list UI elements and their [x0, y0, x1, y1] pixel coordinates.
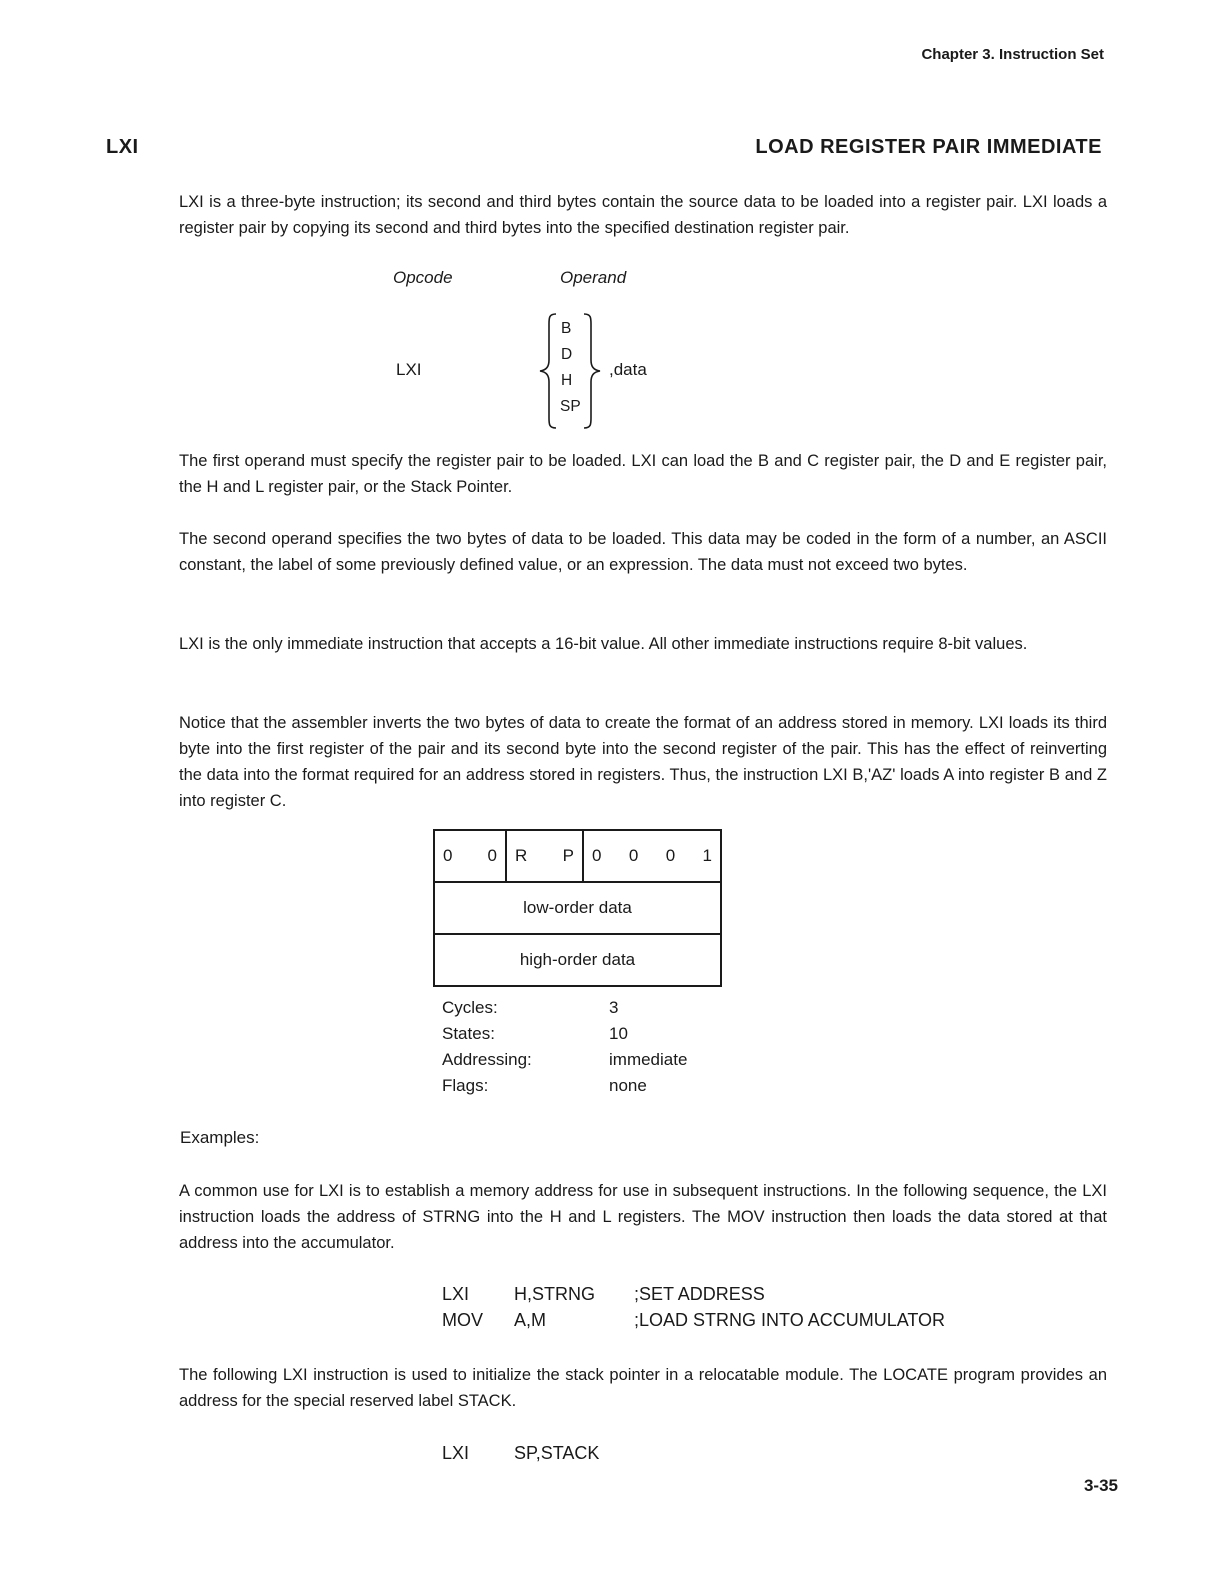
notice-paragraph: Notice that the assembler inverts the two bytes of data to create the format of an address stored in memory. LXI loads its third byte into the first register of the pair and its second byte into the second register of the pair. This has the effect of reinverting the data into the format required for an address stored in registers. Thus, the instruction LXI B,'AZ' loads A into register B and Z into register C.: [179, 714, 1107, 810]
low-order-data-byte: low-order data: [434, 882, 721, 934]
register-d: D: [561, 346, 573, 363]
register-h: H: [561, 372, 573, 389]
bit: P: [562, 846, 574, 865]
bit: 0: [628, 846, 639, 865]
examples-label: Examples:: [180, 1128, 260, 1147]
stat-value-cycles: 3: [609, 998, 619, 1017]
first-operand-paragraph: The first operand must specify the register pair to be loaded. LXI can load the B and C register pair, the D and E register pair, the H and L register pair, or the Stack Pointer.: [179, 452, 1107, 496]
stat-value-addressing: immediate: [609, 1050, 688, 1069]
example-intro-paragraph: A common use for LXI is to establish a memory address for use in subsequent instructions. In the following sequence, the LXI instruction loads the address of STRNG into the H and L registers. The MOV instruction then loads the data stored at that address into the accumulator.: [179, 1182, 1107, 1252]
instruction-title: LOAD REGISTER PAIR IMMEDIATE: [755, 136, 1102, 158]
bit: 0: [487, 846, 497, 865]
bit: 0: [592, 846, 602, 865]
right-brace-icon: [580, 312, 604, 430]
code-op: LXI: [442, 1443, 470, 1463]
stat-label-flags: Flags:: [442, 1076, 489, 1095]
bit: R: [515, 846, 528, 865]
code-op: MOV: [442, 1310, 484, 1330]
chapter-header: Chapter 3. Instruction Set: [921, 46, 1104, 63]
operand-suffix: ,data: [609, 360, 647, 379]
code-comment: ;SET ADDRESS: [634, 1284, 765, 1304]
instruction-mnemonic: LXI: [106, 136, 139, 158]
left-brace-icon: [536, 312, 560, 430]
encoding-bits-group3: [583, 830, 721, 882]
register-sp: SP: [560, 398, 581, 415]
page-number: 3-35: [1083, 1476, 1118, 1495]
intro-paragraph: LXI is a three-byte instruction; its second and third bytes contain the source data to be loaded into a register pair. LXI loads a register pair by copying its second and third bytes into the specified destination register pair.: [179, 193, 1107, 237]
encoding-bits-group1: [434, 830, 506, 882]
stack-intro-paragraph: The following LXI instruction is used to initialize the stack pointer in a relocatable module. The LOCATE program provides an address for the special reserved label STACK.: [179, 1366, 1107, 1410]
code-operand: SP,STACK: [514, 1443, 600, 1463]
stat-label-cycles: Cycles:: [442, 998, 498, 1017]
bit: 0: [443, 846, 453, 865]
stat-label-states: States:: [442, 1024, 495, 1043]
stat-label-addressing: Addressing:: [442, 1050, 532, 1069]
bit: 0: [665, 846, 676, 865]
register-b: B: [561, 320, 572, 337]
high-order-data-byte: high-order data: [434, 934, 721, 986]
code-comment: ;LOAD STRNG INTO ACCUMULATOR: [634, 1310, 946, 1330]
stat-value-flags: none: [609, 1076, 647, 1095]
code-op: LXI: [442, 1284, 470, 1304]
syntax-opcode: LXI: [396, 360, 422, 379]
encoding-diagram: [433, 829, 722, 987]
second-operand-paragraph: The second operand specifies the two bytes of data to be loaded. This data may be coded in the form of a number, an ASCII constant, the label of some previously defined value, or an expression. The data must not exceed two bytes.: [179, 530, 1107, 574]
opcode-header: Opcode: [393, 268, 453, 287]
code-operand: H,STRNG: [514, 1284, 595, 1304]
bit: 1: [702, 846, 712, 865]
code-operand: A,M: [514, 1310, 547, 1330]
immediate-paragraph: LXI is the only immediate instruction that accepts a 16-bit value. All other immediate instructions require 8-bit values.: [179, 635, 1028, 653]
stat-value-states: 10: [609, 1024, 628, 1043]
operand-header: Operand: [560, 268, 627, 287]
encoding-bits-rp: [506, 830, 583, 882]
